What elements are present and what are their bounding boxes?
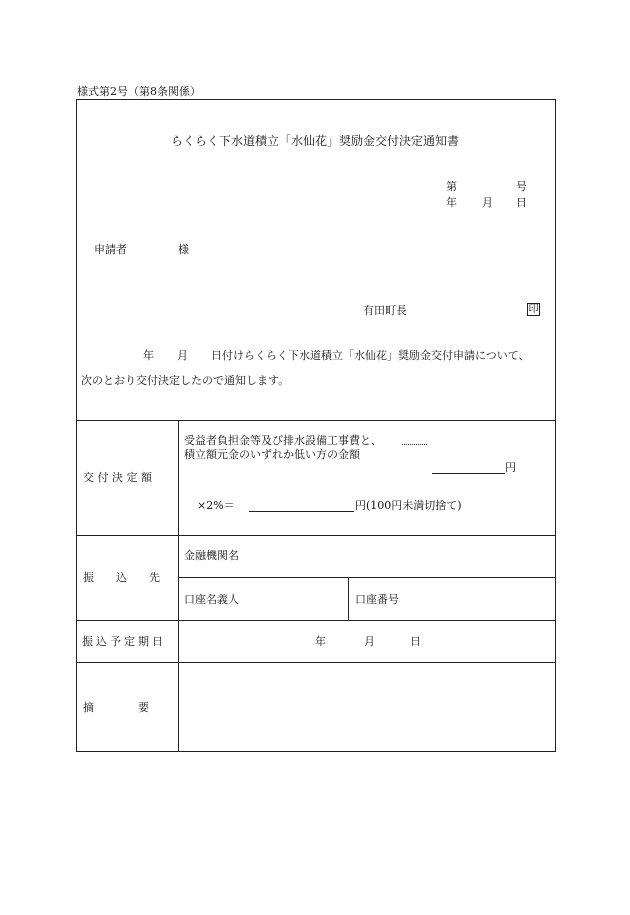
rounding-note: 円(100円未満切捨て) [355, 499, 462, 512]
applicant-label: 申請者 [94, 243, 127, 256]
amount-underline-2 [249, 511, 354, 512]
date-day: 日 [516, 196, 527, 209]
grant-amount-label: 交 付 決 定 額 [83, 471, 152, 484]
body-line1: 日付けらくらく下水道積立「水仙花」奨励金交付申請について、 [211, 349, 530, 362]
divider-bank [178, 577, 556, 578]
form-number-label: 様式第2号（第8条関係） [77, 85, 201, 98]
divider-grant [76, 535, 556, 536]
account-holder-label: 口座名義人 [184, 593, 239, 606]
yen-mark-1: 円 [505, 461, 516, 474]
grant-description-line2: 積立額元金のいずれか低い方の金額 [184, 448, 360, 461]
grant-description-line1: 受益者負担金等及び排水設備工事費と、 [184, 434, 382, 447]
document-title: らくらく下水道積立「水仙花」奨励金交付決定通知書 [170, 134, 459, 148]
date-month: 月 [482, 196, 493, 209]
date-year: 年 [446, 196, 457, 209]
body-year: 年 [143, 349, 154, 362]
body-line2: 次のとおり交付決定したので通知します。 [81, 374, 290, 387]
label-column-divider [178, 420, 179, 752]
issuer-name: 有田町長 [363, 304, 407, 317]
summary-label: 摘 要 [83, 701, 149, 714]
account-number-label: 口座番号 [355, 593, 399, 606]
applicant-honorific: 様 [178, 243, 189, 256]
divider-transfer [76, 620, 556, 621]
amount-underline-1 [432, 473, 505, 474]
schedule-year: 年 [315, 635, 326, 648]
seal-mark: 印 [528, 303, 539, 315]
body-month: 月 [177, 349, 188, 362]
divider-schedule [76, 662, 556, 663]
account-column-divider [348, 577, 349, 620]
transfer-label: 振 込 先 [83, 571, 160, 584]
dotted-leader [402, 444, 427, 445]
divider-header [76, 420, 556, 421]
rate-text: ×2%＝ [197, 499, 235, 512]
schedule-day: 日 [410, 635, 421, 648]
number-suffix: 号 [516, 180, 527, 193]
number-prefix: 第 [446, 180, 457, 193]
schedule-label: 振込予定期日 [82, 635, 166, 648]
bank-name-label: 金融機関名 [184, 549, 239, 562]
schedule-month: 月 [364, 635, 375, 648]
